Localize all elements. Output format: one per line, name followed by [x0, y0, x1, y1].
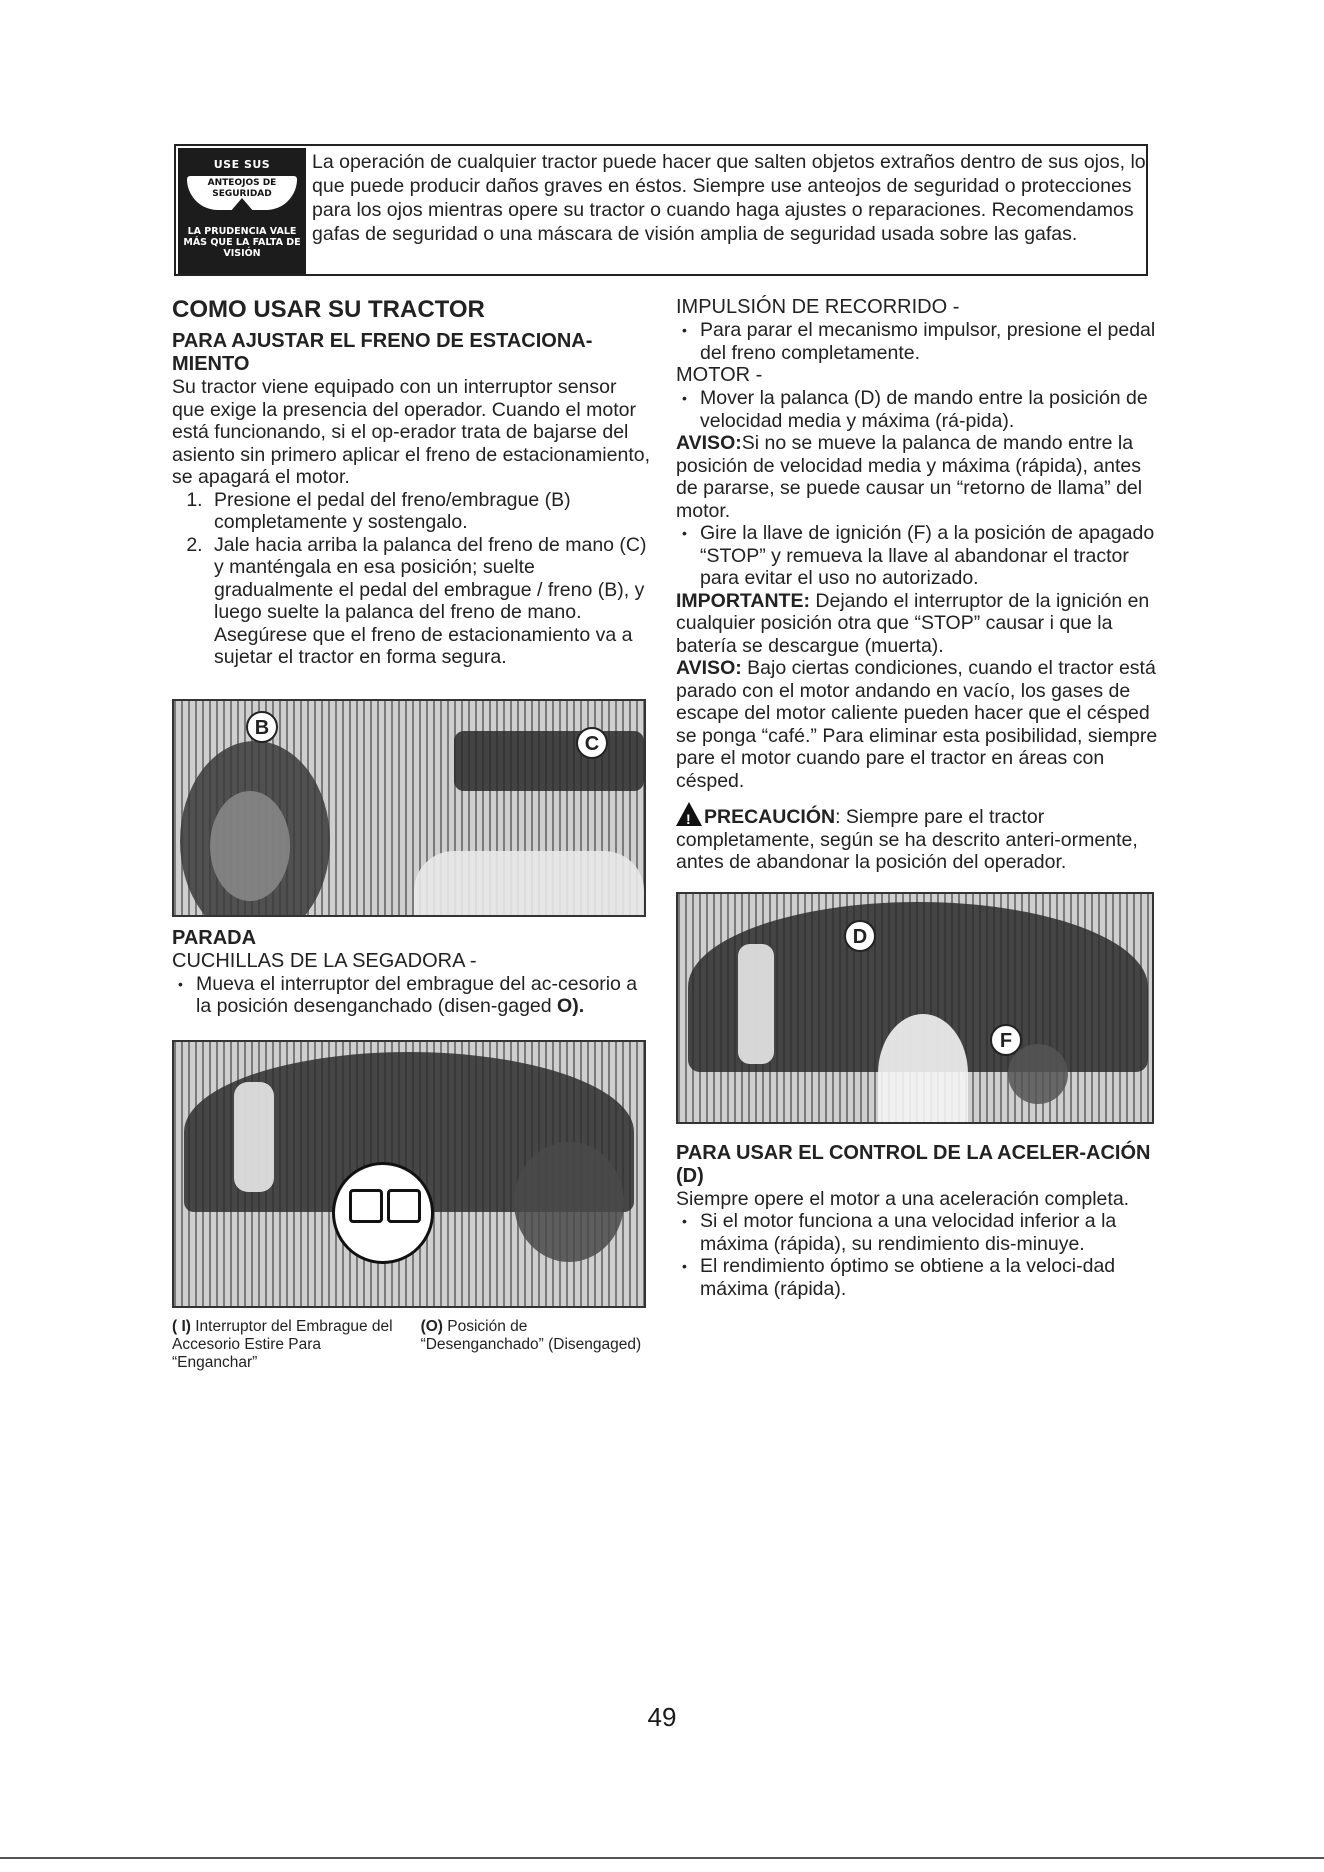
precaucion-note — [676, 802, 1162, 874]
parking-brake-step-2: 2. Jale hacia arriba la palanca del freno de mano (C) y manténgala en esa posición; suelte gradualmente el pedal del embrague / freno (B), y luego suelte la palanca del freno de mano. Asegúrese que el freno de estacionamiento va a sujetar el tractor en forma segura. — [208, 534, 650, 669]
ignition-switch-shape — [1008, 1044, 1068, 1104]
blades-bullet-text: Mueva el interruptor del embrague del ac-cesorio a la posición desenganchado (disen-gaged — [196, 972, 638, 1017]
drive-list — [676, 319, 1162, 364]
blades-bullet-end: ). — [572, 995, 585, 1017]
ignition-bullet: • Gire la llave de ignición (F) a la posición de apagado “STOP” y remueva la llave al abandonar el tractor para evitar el uso no autorizado. — [700, 522, 1162, 590]
wheel-hub-shape — [210, 791, 290, 901]
throttle-lever-shape — [738, 944, 774, 1064]
bottom-rule — [0, 1857, 1324, 1859]
callout-b: B — [246, 711, 278, 743]
disengage-label: (O) — [420, 1317, 443, 1335]
pto-figure-captions — [172, 1318, 650, 1372]
precaucion-label: PRECAUCIÓN — [704, 806, 836, 828]
importante-note — [676, 590, 1162, 658]
throttle-ignition-figure — [676, 892, 1154, 1124]
ignition-list — [676, 522, 1162, 590]
safety-notice — [174, 144, 1148, 276]
right-column — [676, 296, 1162, 1300]
warning-icon — [676, 802, 702, 826]
parking-brake-intro: Su tractor viene equipado con un interruptor sensor que exige la presencia del operador. Cuando el motor está funcionando, si el op-erador trata de bajarse del asiento sin primero aplicar el freno de estacionamiento, se apagará el motor. — [172, 376, 651, 488]
disengage-symbol-icon — [387, 1189, 421, 1223]
throttle-bullet-2: • El rendimiento óptimo se obtiene a la veloci-dad máxima (rápida). — [700, 1255, 1162, 1300]
callout-f: F — [990, 1024, 1022, 1056]
engage-symbol-icon — [349, 1189, 383, 1223]
blades-heading: CUCHILLAS DE LA SEGADORA - — [172, 949, 477, 972]
aviso-label-2: AVISO: — [676, 657, 742, 679]
aviso-label-1: AVISO: — [676, 432, 742, 454]
pto-symbol-icon — [332, 1162, 434, 1264]
importante-label: IMPORTANTE: — [676, 589, 810, 612]
parking-brake-steps — [172, 489, 650, 669]
section-title: COMO USAR SU TRACTOR — [172, 296, 485, 323]
precaucion-text: : Siempre pare el tractor completamente, según se ha descrito anteri-ormente, antes de abandonar la posición del operador. — [676, 806, 1138, 873]
caption-disengage-text: Posición de “Desenganchado” (Disengaged) — [420, 1317, 642, 1353]
aviso-backfire — [676, 432, 1162, 522]
pointer-shape — [514, 1142, 624, 1262]
throttle-heading: PARA USAR EL CONTROL DE LA ACELER-ACIÓN (D) — [676, 1141, 1151, 1187]
engine-heading: MOTOR - — [676, 364, 763, 386]
safety-glasses-badge — [178, 148, 306, 274]
throttle-list — [676, 1210, 1162, 1300]
lever-shape — [234, 1082, 274, 1192]
aviso-exhaust — [676, 657, 1162, 792]
caption-engage — [172, 1318, 401, 1372]
left-column — [172, 296, 650, 1372]
throttle-intro: Siempre opere el motor a una aceleración completa. — [676, 1187, 1130, 1210]
goggles-icon — [187, 176, 297, 210]
page-number: 49 — [647, 1702, 677, 1732]
badge-line-3: LA PRUDENCIA VALE MÁS QUE LA FALTA DE VISIÓN — [183, 226, 301, 259]
importante-text: Dejando el interruptor de la ignición en cualquier posición otra que “STOP” causar i que la batería se descargue (muerta). — [676, 589, 1150, 657]
callout-c: C — [576, 727, 608, 759]
drive-heading: IMPULSIÓN DE RECORRIDO - — [676, 296, 960, 318]
aviso-backfire-text: Si no se mueve la palanca de mando entre la posición de velocidad media y máxima (rápida), antes de pararse, se puede causar un “retorno de llama” del motor. — [676, 432, 1143, 522]
engine-bullet: • Mover la palanca (D) de mando entre la posición de velocidad media y máxima (rá-pida). — [700, 387, 1162, 432]
parking-brake-heading: PARA AJUSTAR EL FRENO DE ESTACIONA-MIENTO — [172, 330, 593, 375]
blades-bullet — [196, 973, 650, 1018]
pto-switch-figure — [172, 1040, 646, 1308]
callout-d: D — [844, 920, 876, 952]
parking-brake-step-1: 1. Presione el pedal del freno/embrague (B) completamente y sostengalo. — [208, 489, 650, 534]
badge-line-1: USE SUS — [213, 158, 271, 171]
drive-bullet: • Para parar el mecanismo impulsor, presione el pedal del freno completamente. — [700, 319, 1162, 364]
stopping-heading: PARADA — [172, 926, 257, 949]
caption-disengage — [421, 1318, 650, 1372]
console-shape — [454, 731, 644, 791]
aviso-exhaust-text: Bajo ciertas condiciones, cuando el tractor está parado con el motor andando en vacío, los gases de escape del motor caliente pueden hacer que el césped se ponga “café.” Para eliminar esta posibilidad, siempre pare el motor cuando pare el tractor en áreas con césped. — [676, 657, 1158, 792]
caption-engage-text: Interruptor del Embrague del Accesorio Estire Para “Enganchar” — [172, 1317, 393, 1371]
throttle-bullet-1: • Si el motor funciona a una velocidad inferior a la máxima (rápida), su rendimiento dis-minuye. — [700, 1210, 1162, 1255]
blades-list — [172, 973, 650, 1018]
safety-notice-text: La operación de cualquier tractor puede hacer que salten objetos extraños dentro de sus ojos, lo que puede producir daños graves en éstos. Siempre use anteojos de seguridad o protecciones para los ojos mientras opere su tractor o cuando haga ajustes o reparaciones. Recomendamos gafas de seguridad o una máscara de visión amplia de seguridad usada sobre las gafas. — [312, 151, 1146, 245]
seat-shape — [414, 851, 644, 917]
disengaged-symbol: O — [557, 995, 573, 1017]
brake-pedal-figure — [172, 699, 646, 917]
badge-line-2: ANTEOJOS DE SEGURIDAD — [207, 178, 277, 199]
engage-label: ( I) — [172, 1317, 191, 1335]
engine-list — [676, 387, 1162, 432]
